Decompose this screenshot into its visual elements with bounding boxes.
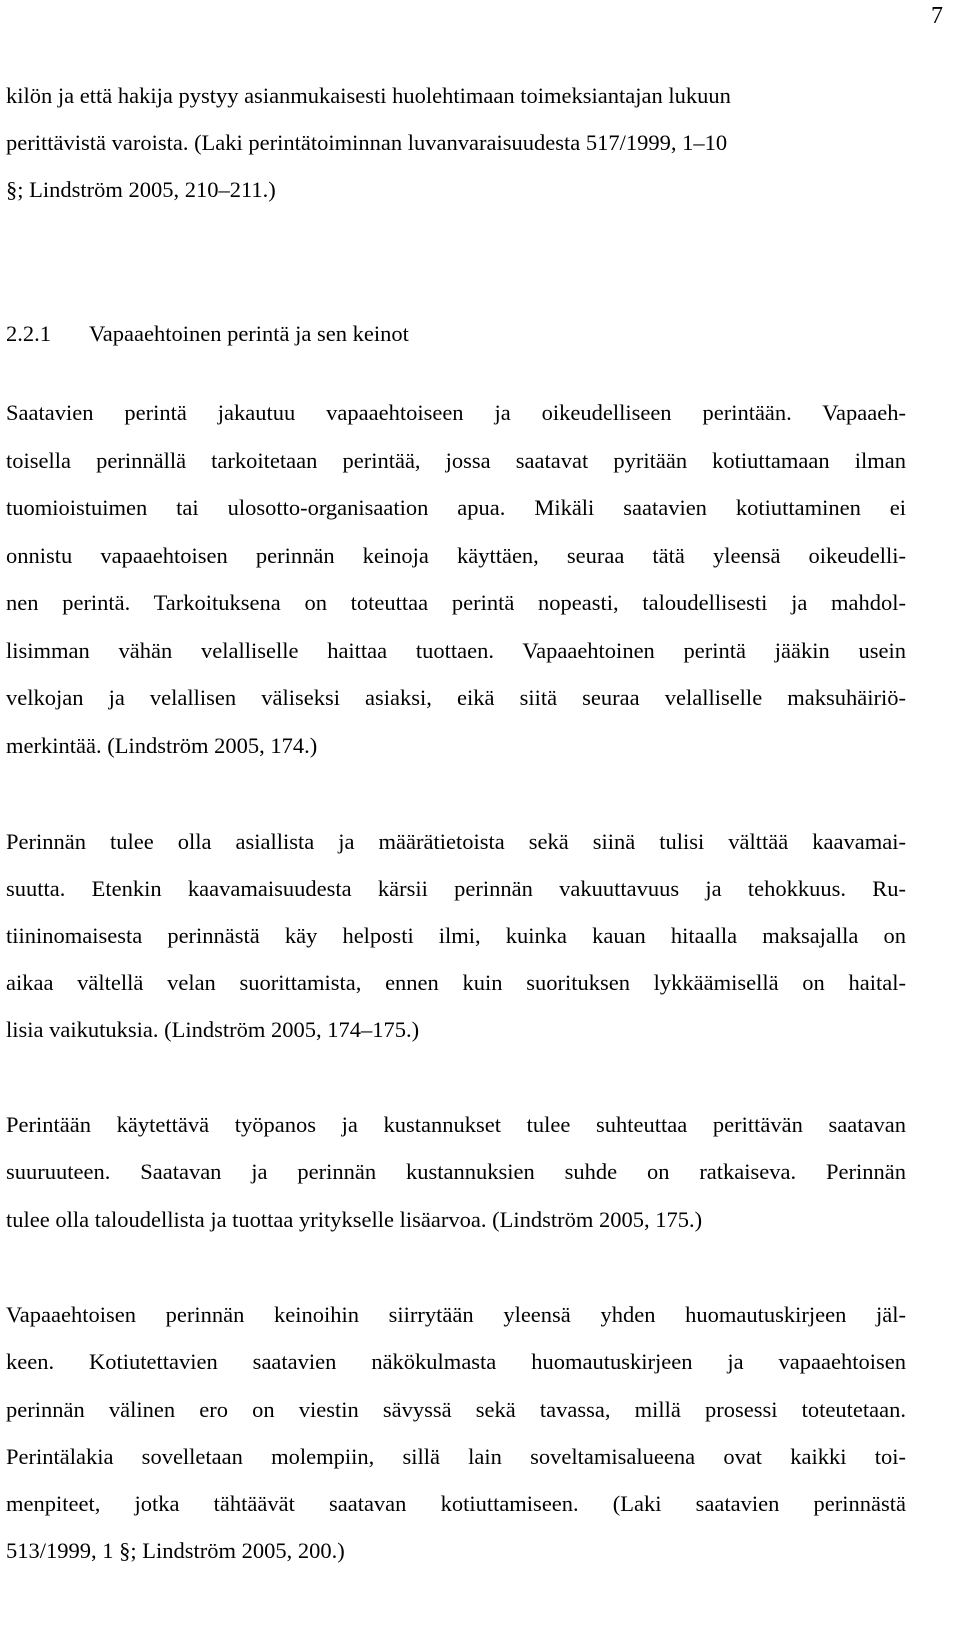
text-line: suuruuteen. Saatavan ja perinnän kustannuksien suhde on ratkaiseva. Perinnän	[6, 1159, 906, 1184]
text-line: lisia vaikutuksia. (Lindström 2005, 174–175.)	[6, 1017, 420, 1042]
text-line: Saatavien perintä jakautuu vapaaehtoiseen ja oikeudelliseen perintään. Vapaaeh-	[6, 400, 906, 425]
text-line: merkintää. (Lindström 2005, 174.)	[6, 733, 318, 758]
text-line: onnistu vapaaehtoisen perinnän keinoja käyttäen, seuraa tätä yleensä oikeudelli-	[6, 543, 906, 568]
text-line: Perintälakia sovelletaan molempiin, sillä lain soveltamisalueena ovat kaikki toi-	[6, 1444, 906, 1469]
text-line: lisimman vähän velalliselle haittaa tuottaen. Vapaaehtoinen perintä jääkin usein	[6, 638, 906, 663]
text-line: velkojan ja velallisen väliseksi asiaksi, eikä siitä seuraa velalliselle maksuhäiriö-	[6, 685, 906, 710]
text-line: §; Lindström 2005, 210–211.)	[6, 177, 276, 202]
text-line: perittävistä varoista. (Laki perintätoiminnan luvanvaraisuudesta 517/1999, 1–10	[6, 130, 728, 155]
text-line: 513/1999, 1 §; Lindström 2005, 200.)	[6, 1538, 345, 1563]
text-line: kilön ja että hakija pystyy asianmukaisesti huolehtimaan toimeksiantajan lukuun	[6, 83, 731, 108]
text-line: menpiteet, jotka tähtäävät saatavan kotiuttamiseen. (Laki saatavien perinnästä	[6, 1491, 906, 1516]
section-number: 2.2.1	[6, 321, 51, 346]
section-heading	[6, 320, 409, 348]
text-line: tiininomaisesta perinnästä käy helposti ilmi, kuinka kauan hitaalla maksajalla on	[6, 923, 906, 948]
text-line: suutta. Etenkin kaavamaisuudesta kärsii perinnän vakuuttavuus ja tehokkuus. Ru-	[6, 876, 906, 901]
text-line: perinnän välinen ero on viestin sävyssä sekä tavassa, millä prosessi toteutetaan.	[6, 1397, 906, 1422]
text-line: nen perintä. Tarkoituksena on toteuttaa perintä nopeasti, taloudellisesti ja mahdol-	[6, 590, 906, 615]
text-line: aikaa vältellä velan suorittamista, ennen kuin suorituksen lykkäämisellä on haital-	[6, 970, 906, 995]
text-line: tuomioistuimen tai ulosotto-organisaation apua. Mikäli saatavien kotiuttaminen ei	[6, 495, 906, 520]
text-line: Vapaaehtoisen perinnän keinoihin siirrytään yleensä yhden huomautuskirjeen jäl-	[6, 1302, 906, 1327]
text-line: toisella perinnällä tarkoitetaan perintää, jossa saatavat pyritään kotiuttamaan ilman	[6, 448, 906, 473]
section-title: Vapaaehtoinen perintä ja sen keinot	[89, 321, 409, 346]
text-line: tulee olla taloudellista ja tuottaa yritykselle lisäarvoa. (Lindström 2005, 175.)	[6, 1207, 703, 1232]
text-line: Perintään käytettävä työpanos ja kustannukset tulee suhteuttaa perittävän saatavan	[6, 1112, 906, 1137]
text-line: keen. Kotiutettavien saatavien näkökulmasta huomautuskirjeen ja vapaaehtoisen	[6, 1349, 906, 1374]
text-line: Perinnän tulee olla asiallista ja määrätietoista sekä siinä tulisi välttää kaavamai-	[6, 829, 906, 854]
page-number: 7	[931, 3, 943, 29]
